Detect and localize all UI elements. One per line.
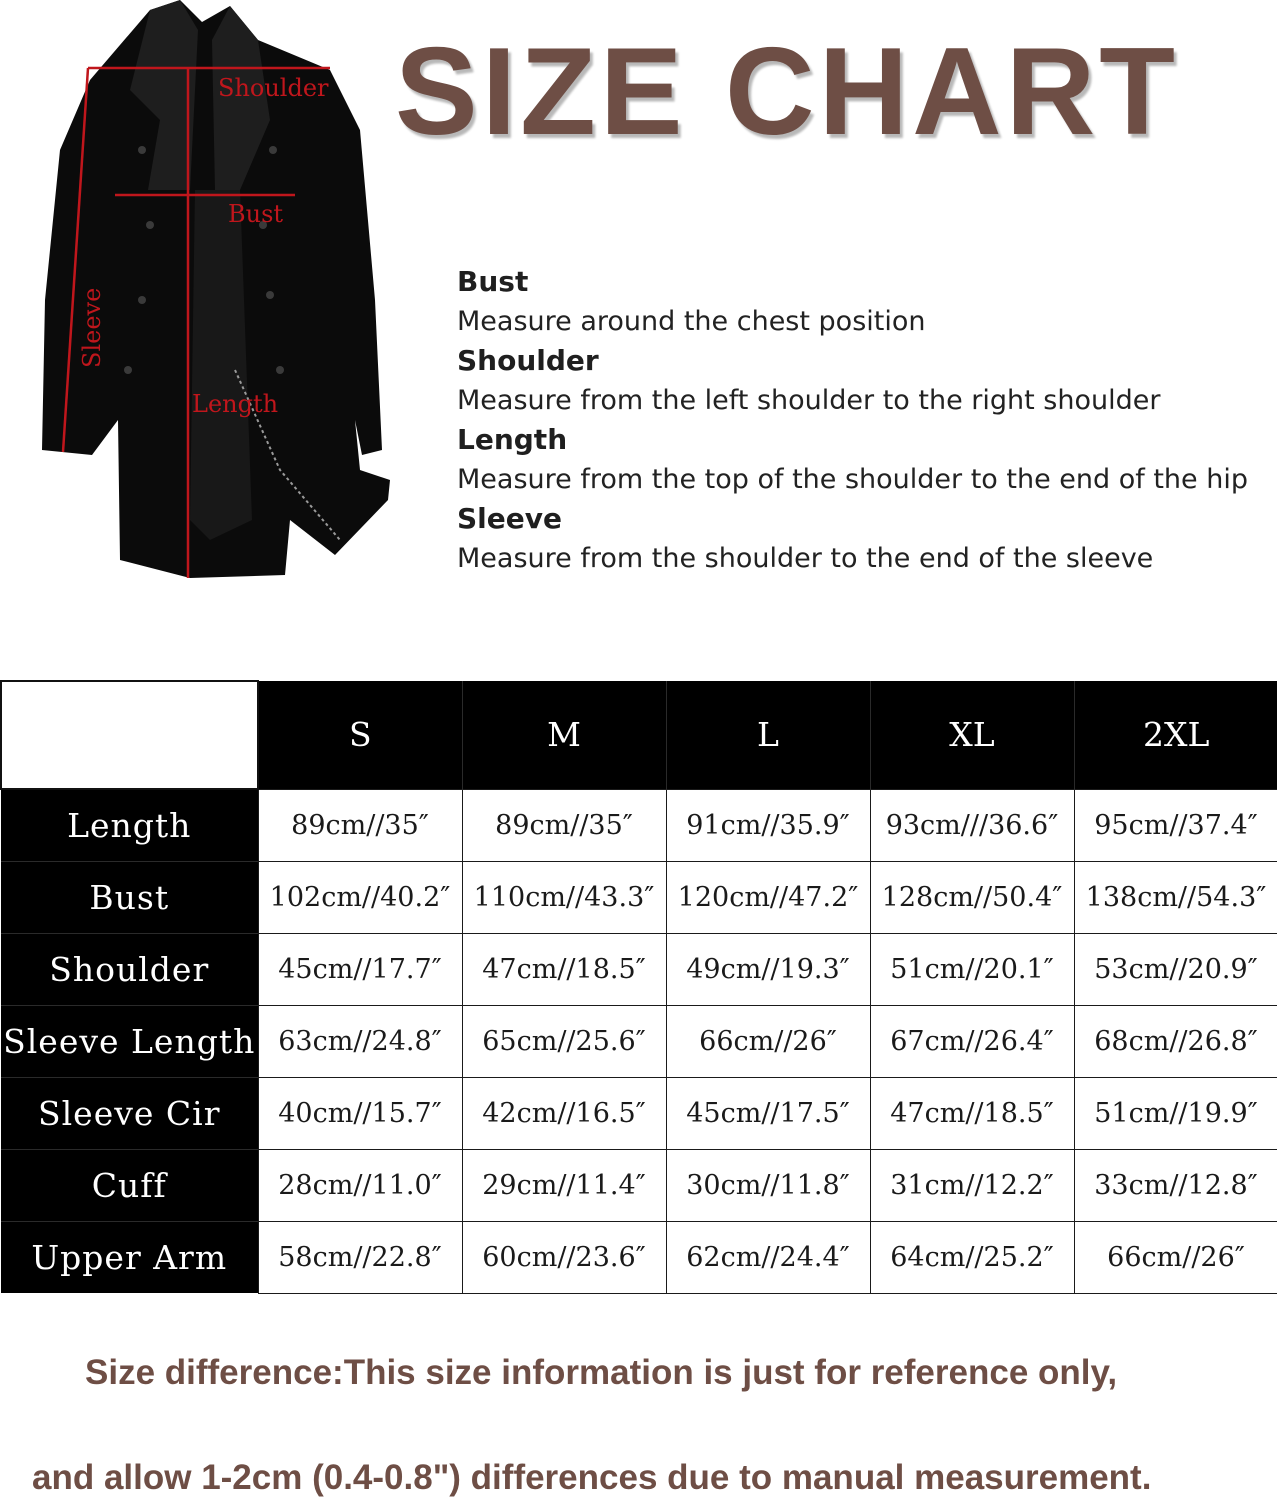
table-cell: 138cm//54.3″ — [1074, 861, 1277, 933]
table-row — [1, 1077, 1277, 1149]
table-cell: 63cm//24.8″ — [258, 1005, 462, 1077]
guide-item-sleeve — [457, 500, 1257, 579]
shoulder-label: Shoulder — [218, 74, 329, 102]
size-header-row — [1, 681, 1277, 789]
table-cell: 47cm//18.5″ — [870, 1077, 1074, 1149]
table-cell: 120cm//47.2″ — [666, 861, 870, 933]
table-cell: 47cm//18.5″ — [462, 933, 666, 1005]
guide-term: Shoulder — [457, 344, 599, 377]
table-cell: 64cm//25.2″ — [870, 1221, 1074, 1293]
table-cell: 93cm///36.6″ — [870, 789, 1074, 861]
guide-term: Length — [457, 423, 568, 456]
size-table — [0, 680, 1277, 1294]
size-difference-note: Size difference:This size information is just for reference only, — [85, 1353, 1118, 1392]
coat-illustration — [30, 0, 400, 590]
table-cell: 29cm//11.4″ — [462, 1149, 666, 1221]
table-cell: 28cm//11.0″ — [258, 1149, 462, 1221]
table-row — [1, 1005, 1277, 1077]
table-row — [1, 789, 1277, 861]
table-cell: 102cm//40.2″ — [258, 861, 462, 933]
guide-item-bust — [457, 263, 1257, 342]
table-cell: 66cm//26″ — [1074, 1221, 1277, 1293]
row-label: Bust — [1, 861, 258, 933]
row-label: Sleeve Cir — [1, 1077, 258, 1149]
measurement-guide — [457, 263, 1257, 579]
size-header: XL — [870, 681, 1074, 789]
size-header: L — [666, 681, 870, 789]
table-row — [1, 1221, 1277, 1293]
table-row — [1, 1149, 1277, 1221]
row-label: Length — [1, 789, 258, 861]
table-cell: 40cm//15.7″ — [258, 1077, 462, 1149]
table-cell: 58cm//22.8″ — [258, 1221, 462, 1293]
table-cell: 89cm//35″ — [462, 789, 666, 861]
size-header: 2XL — [1074, 681, 1277, 789]
table-cell: 31cm//12.2″ — [870, 1149, 1074, 1221]
table-cell: 68cm//26.8″ — [1074, 1005, 1277, 1077]
table-cell: 51cm//19.9″ — [1074, 1077, 1277, 1149]
table-corner-cell — [1, 681, 258, 789]
table-cell: 65cm//25.6″ — [462, 1005, 666, 1077]
table-cell: 42cm//16.5″ — [462, 1077, 666, 1149]
size-header: M — [462, 681, 666, 789]
table-cell: 45cm//17.5″ — [666, 1077, 870, 1149]
table-cell: 110cm//43.3″ — [462, 861, 666, 933]
table-cell: 66cm//26″ — [666, 1005, 870, 1077]
table-cell: 62cm//24.4″ — [666, 1221, 870, 1293]
tolerance-note: and allow 1-2cm (0.4-0.8") differences due to manual measurement. — [32, 1458, 1152, 1497]
table-cell: 30cm//11.8″ — [666, 1149, 870, 1221]
row-label: Sleeve Length — [1, 1005, 258, 1077]
row-label: Cuff — [1, 1149, 258, 1221]
table-cell: 91cm//35.9″ — [666, 789, 870, 861]
table-row — [1, 861, 1277, 933]
table-cell: 53cm//20.9″ — [1074, 933, 1277, 1005]
guide-term: Sleeve — [457, 502, 562, 535]
table-cell: 128cm//50.4″ — [870, 861, 1074, 933]
table-row — [1, 933, 1277, 1005]
table-cell: 51cm//20.1″ — [870, 933, 1074, 1005]
table-cell: 67cm//26.4″ — [870, 1005, 1074, 1077]
table-cell: 49cm//19.3″ — [666, 933, 870, 1005]
row-label: Shoulder — [1, 933, 258, 1005]
guide-description: Measure from the left shoulder to the right shoulder — [457, 385, 1161, 416]
guide-term: Bust — [457, 265, 529, 298]
guide-item-length — [457, 421, 1257, 500]
guide-description: Measure from the top of the shoulder to the end of the hip — [457, 464, 1248, 495]
table-cell: 89cm//35″ — [258, 789, 462, 861]
coat-drawing — [30, 0, 400, 590]
bust-label: Bust — [228, 200, 284, 228]
page-title: SIZE CHART — [395, 23, 1179, 161]
guide-description: Measure around the chest position — [457, 306, 926, 337]
length-label: Length — [192, 390, 279, 418]
table-cell: 95cm//37.4″ — [1074, 789, 1277, 861]
guide-item-shoulder — [457, 342, 1257, 421]
table-cell: 45cm//17.7″ — [258, 933, 462, 1005]
sleeve-label: Sleeve — [78, 287, 106, 368]
table-cell: 60cm//23.6″ — [462, 1221, 666, 1293]
guide-description: Measure from the shoulder to the end of the sleeve — [457, 543, 1154, 574]
table-cell: 33cm//12.8″ — [1074, 1149, 1277, 1221]
size-header: S — [258, 681, 462, 789]
row-label: Upper Arm — [1, 1221, 258, 1293]
